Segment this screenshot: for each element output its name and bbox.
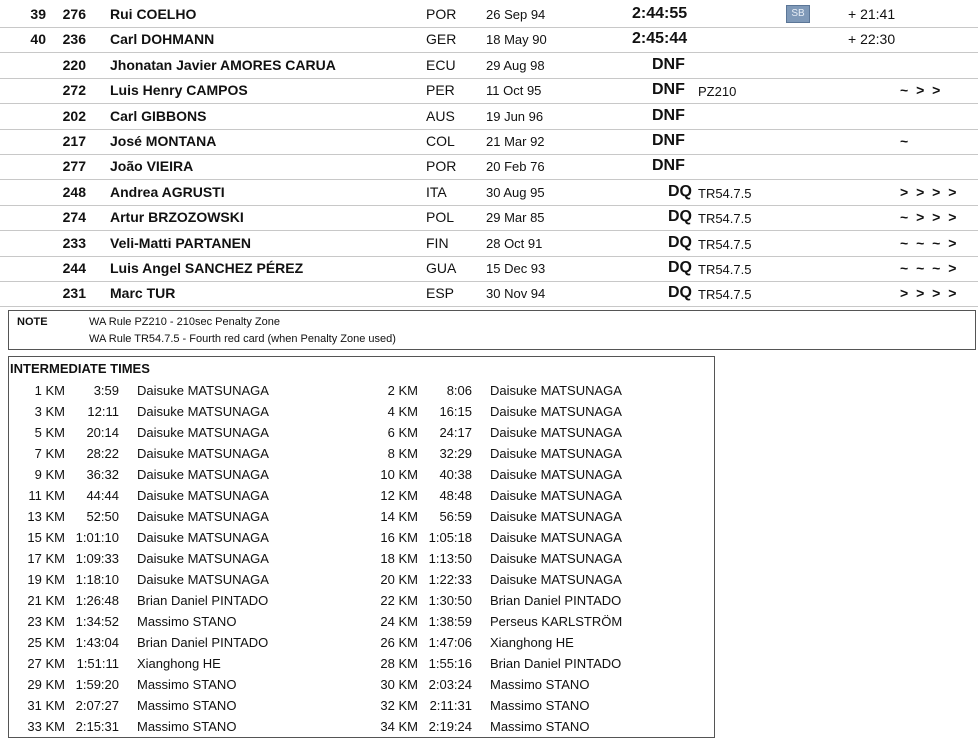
nationality-cell: AUS	[426, 107, 455, 124]
result-row	[0, 231, 978, 257]
result-mark-dq: DQ	[668, 259, 692, 276]
dob-cell: 29 Mar 85	[486, 210, 545, 226]
split-leader: Perseus KARLSTRÖM	[490, 614, 623, 629]
split-leader: Massimo STANO	[137, 614, 237, 629]
split-item	[362, 467, 702, 488]
split-item	[9, 425, 349, 446]
split-item	[362, 530, 702, 551]
split-km: 27 KM	[27, 656, 65, 671]
split-leader: Daisuke MATSUNAGA	[137, 530, 269, 545]
split-km: 5 KM	[34, 425, 65, 440]
split-km: 29 KM	[27, 677, 65, 692]
split-km: 24 KM	[380, 614, 418, 629]
bib-cell: 220	[62, 56, 86, 73]
athlete-name: Marc TUR	[110, 285, 176, 302]
split-time: 1:59:20	[75, 677, 119, 692]
split-leader: Daisuke MATSUNAGA	[137, 509, 269, 524]
bib-cell: 276	[62, 6, 86, 22]
split-km: 10 KM	[380, 467, 418, 482]
split-leader: Daisuke MATSUNAGA	[137, 467, 269, 482]
result-time: 2:44:55	[632, 5, 688, 22]
result-row	[0, 53, 978, 79]
split-time: 2:19:24	[428, 719, 472, 734]
split-km: 26 KM	[380, 635, 418, 650]
rule-note: TR54.7.5	[698, 262, 752, 277]
split-km: 15 KM	[27, 530, 65, 545]
result-row	[0, 256, 978, 282]
season-best-badge: SB	[786, 5, 810, 23]
split-item	[362, 404, 702, 425]
warning-cards: > > > >	[900, 285, 959, 302]
split-time: 1:22:33	[428, 572, 472, 587]
athlete-name: Veli-Matti PARTANEN	[110, 234, 252, 251]
athlete-name: Jhonatan Javier AMORES CARUA	[110, 56, 336, 73]
bib-cell: 236	[62, 31, 86, 48]
result-mark: DNF	[652, 132, 685, 149]
rule-note: TR54.7.5	[698, 185, 752, 201]
bib-cell: 231	[62, 285, 86, 302]
split-item	[362, 425, 702, 446]
split-item	[362, 698, 702, 719]
split-item	[9, 446, 349, 467]
nationality-cell: COL	[426, 133, 455, 149]
result-row	[0, 104, 978, 130]
split-leader: Massimo STANO	[490, 719, 590, 734]
athlete-name: João VIEIRA	[110, 158, 194, 175]
split-item	[9, 719, 349, 740]
split-km: 16 KM	[380, 530, 418, 545]
result-row	[0, 180, 978, 206]
split-item	[9, 383, 349, 404]
result-row	[0, 78, 978, 104]
split-time: 1:09:33	[75, 551, 119, 566]
split-item	[362, 446, 702, 467]
split-leader: Daisuke MATSUNAGA	[490, 383, 622, 398]
split-item	[9, 488, 349, 509]
split-item	[362, 719, 702, 740]
time-gap: + 22:30	[848, 31, 896, 48]
split-km: 14 KM	[380, 509, 418, 524]
split-km: 17 KM	[27, 551, 65, 566]
note-label: NOTE	[17, 316, 48, 328]
bib-cell: 233	[62, 234, 86, 251]
athlete-name: Artur BRZOZOWSKI	[110, 209, 244, 226]
result-mark-dq: DQ	[668, 208, 692, 226]
split-km: 32 KM	[380, 698, 418, 713]
result-row	[0, 129, 978, 155]
split-time: 24:17	[439, 425, 472, 440]
split-leader: Daisuke MATSUNAGA	[490, 488, 622, 503]
split-item	[9, 530, 349, 551]
split-item	[9, 509, 349, 530]
split-leader: Massimo STANO	[137, 698, 237, 713]
split-time: 1:43:04	[75, 635, 119, 650]
note-line-pz210: WA Rule PZ210 - 210sec Penalty Zone	[89, 316, 280, 328]
split-leader: Daisuke MATSUNAGA	[490, 572, 622, 587]
athlete-name: Luis Henry CAMPOS	[110, 82, 248, 99]
split-item	[362, 593, 702, 614]
split-time: 2:11:31	[429, 698, 472, 713]
split-km: 11 KM	[28, 488, 65, 503]
result-mark: DNF	[652, 55, 685, 73]
split-leader: Daisuke MATSUNAGA	[137, 446, 269, 461]
bib-cell: 274	[62, 209, 86, 226]
nationality-cell: ITA	[426, 183, 447, 200]
result-mark-dq: DQ	[668, 182, 692, 200]
dob-cell: 19 Jun 96	[486, 108, 544, 124]
result-row	[0, 281, 978, 307]
split-leader: Massimo STANO	[490, 677, 590, 692]
split-time: 1:55:16	[428, 656, 472, 671]
nationality-cell: FIN	[426, 234, 449, 251]
split-time: 12:11	[87, 404, 119, 419]
split-km: 20 KM	[380, 572, 418, 587]
split-leader: Daisuke MATSUNAGA	[490, 425, 622, 440]
split-item	[362, 551, 702, 572]
rule-note: TR54.7.5	[698, 236, 752, 252]
split-km: 7 KM	[34, 446, 65, 461]
dob-cell: 11 Oct 95	[486, 83, 542, 99]
rule-note: TR54.7.5	[698, 287, 752, 303]
split-time: 16:15	[439, 404, 472, 419]
nationality-cell: PER	[426, 82, 455, 99]
split-item	[362, 383, 702, 404]
nationality-cell: GUA	[426, 260, 457, 276]
split-km: 31 KM	[27, 698, 65, 713]
athlete-name: José MONTANA	[110, 133, 217, 149]
intermediate-times-box	[8, 356, 715, 738]
split-time: 32:29	[439, 446, 472, 461]
result-time: 2:45:44	[632, 30, 688, 48]
split-km: 23 KM	[27, 614, 65, 629]
rank-cell: 39	[30, 6, 46, 22]
split-time: 56:59	[439, 509, 472, 524]
result-mark: DNF	[652, 157, 685, 175]
split-km: 9 KM	[34, 467, 65, 482]
split-time: 1:18:10	[75, 572, 119, 587]
split-time: 1:38:59	[428, 614, 472, 629]
nationality-cell: ESP	[426, 285, 455, 302]
split-time: 20:14	[86, 425, 119, 440]
split-item	[362, 488, 702, 509]
bib-cell: 272	[62, 82, 86, 99]
split-leader: Daisuke MATSUNAGA	[137, 404, 269, 419]
result-row	[0, 154, 978, 180]
split-item	[362, 509, 702, 530]
split-item	[9, 656, 349, 677]
split-leader: Daisuke MATSUNAGA	[137, 383, 269, 398]
rank-cell: 40	[30, 31, 46, 48]
split-leader: Daisuke MATSUNAGA	[490, 467, 622, 482]
warning-cards: ~ ~ ~ >	[900, 260, 959, 276]
split-km: 19 KM	[27, 572, 65, 587]
split-time: 1:51:11	[76, 656, 119, 671]
split-km: 13 KM	[27, 509, 65, 524]
split-leader: Brian Daniel PINTADO	[490, 593, 622, 608]
result-row	[0, 205, 978, 231]
athlete-name: Carl DOHMANN	[110, 31, 215, 48]
split-leader: Daisuke MATSUNAGA	[490, 509, 622, 524]
dob-cell: 21 Mar 92	[486, 134, 545, 149]
dob-cell: 28 Oct 91	[486, 235, 543, 251]
split-leader: Massimo STANO	[137, 719, 237, 734]
split-time: 40:38	[439, 467, 472, 482]
split-km: 12 KM	[380, 488, 418, 503]
split-time: 1:47:06	[428, 635, 472, 650]
warning-cards: > > > >	[900, 183, 959, 200]
split-km: 4 KM	[387, 404, 418, 419]
result-row	[0, 2, 978, 28]
split-leader: Xianghong HE	[137, 656, 221, 671]
split-time: 36:32	[86, 467, 119, 482]
split-item	[9, 635, 349, 656]
split-time: 8:06	[446, 383, 472, 398]
warning-cards: ~	[900, 133, 911, 149]
split-km: 30 KM	[380, 677, 418, 692]
split-time: 1:26:48	[75, 593, 119, 608]
split-km: 8 KM	[387, 446, 418, 461]
split-item	[9, 572, 349, 593]
rule-note: PZ210	[698, 84, 737, 100]
split-item	[9, 467, 349, 488]
split-item	[9, 698, 349, 719]
athlete-name: Andrea AGRUSTI	[110, 183, 225, 200]
result-mark-dq: DQ	[668, 233, 692, 251]
result-row	[0, 27, 978, 53]
athlete-name: Luis Angel SANCHEZ PÉREZ	[110, 260, 304, 276]
split-item	[362, 572, 702, 593]
split-leader: Daisuke MATSUNAGA	[137, 425, 269, 440]
split-time: 1:01:10	[75, 530, 119, 545]
nationality-cell: POR	[426, 6, 457, 22]
split-item	[362, 677, 702, 698]
nationality-cell: ECU	[426, 56, 456, 73]
split-leader: Daisuke MATSUNAGA	[137, 572, 269, 587]
bib-cell: 244	[62, 260, 86, 276]
result-mark: DNF	[652, 81, 685, 99]
athlete-name: Rui COELHO	[110, 6, 197, 22]
split-leader: Daisuke MATSUNAGA	[490, 551, 622, 566]
warning-cards: ~ > > >	[900, 209, 959, 226]
bib-cell: 248	[62, 183, 86, 200]
athlete-name: Carl GIBBONS	[110, 107, 207, 124]
split-km: 1 KM	[34, 383, 65, 398]
split-time: 2:03:24	[428, 677, 472, 692]
warning-cards: ~ > >	[900, 82, 943, 99]
split-time: 1:13:50	[428, 551, 472, 566]
split-item	[9, 551, 349, 572]
intermediate-times-title: INTERMEDIATE TIMES	[10, 361, 150, 376]
split-leader: Daisuke MATSUNAGA	[490, 404, 622, 419]
split-km: 28 KM	[380, 656, 418, 671]
split-item	[362, 614, 702, 635]
split-time: 3:59	[93, 383, 119, 398]
split-time: 28:22	[86, 446, 119, 461]
note-line-tr5475: WA Rule TR54.7.5 - Fourth red card (when Penalty Zone used)	[89, 333, 396, 345]
split-item	[362, 656, 702, 677]
dob-cell: 15 Dec 93	[486, 261, 546, 276]
bib-cell: 277	[62, 158, 86, 175]
split-item	[9, 677, 349, 698]
split-leader: Daisuke MATSUNAGA	[137, 488, 269, 503]
dob-cell: 20 Feb 76	[486, 159, 545, 175]
split-leader: Brian Daniel PINTADO	[137, 635, 269, 650]
split-item	[9, 614, 349, 635]
split-time: 2:07:27	[75, 698, 119, 713]
split-km: 6 KM	[387, 425, 418, 440]
split-km: 21 KM	[27, 593, 65, 608]
split-time: 1:34:52	[75, 614, 119, 629]
split-leader: Xianghong HE	[490, 635, 574, 650]
split-leader: Brian Daniel PINTADO	[137, 593, 269, 608]
time-gap: + 21:41	[848, 6, 896, 22]
split-leader: Daisuke MATSUNAGA	[490, 446, 622, 461]
dob-cell: 26 Sep 94	[486, 7, 546, 22]
nationality-cell: POL	[426, 209, 455, 226]
split-km: 18 KM	[380, 551, 418, 566]
dob-cell: 29 Aug 98	[486, 57, 545, 73]
dob-cell: 30 Aug 95	[486, 184, 545, 200]
split-time: 52:50	[86, 509, 119, 524]
nationality-cell: POR	[426, 158, 457, 175]
split-time: 2:15:31	[75, 719, 119, 734]
warning-cards: ~ ~ ~ >	[900, 234, 959, 251]
bib-cell: 202	[62, 107, 86, 124]
split-leader: Brian Daniel PINTADO	[490, 656, 622, 671]
split-time: 44:44	[86, 488, 119, 503]
split-leader: Massimo STANO	[137, 677, 237, 692]
dob-cell: 30 Nov 94	[486, 286, 546, 302]
split-leader: Massimo STANO	[490, 698, 590, 713]
result-mark: DNF	[652, 106, 685, 124]
split-km: 2 KM	[387, 383, 418, 398]
split-time: 1:05:18	[428, 530, 472, 545]
split-item	[9, 593, 349, 614]
note-box	[8, 310, 976, 350]
rule-note: TR54.7.5	[698, 211, 752, 227]
split-time: 1:30:50	[428, 593, 472, 608]
split-item	[362, 635, 702, 656]
split-time: 48:48	[439, 488, 472, 503]
dob-cell: 18 May 90	[486, 32, 547, 48]
split-leader: Daisuke MATSUNAGA	[490, 530, 622, 545]
split-km: 3 KM	[34, 404, 65, 419]
split-leader: Daisuke MATSUNAGA	[137, 551, 269, 566]
split-km: 22 KM	[380, 593, 418, 608]
split-km: 33 KM	[27, 719, 65, 734]
result-mark-dq: DQ	[668, 284, 692, 302]
split-km: 25 KM	[27, 635, 65, 650]
bib-cell: 217	[62, 133, 86, 149]
nationality-cell: GER	[426, 31, 457, 48]
split-km: 34 KM	[380, 719, 418, 734]
split-item	[9, 404, 349, 425]
